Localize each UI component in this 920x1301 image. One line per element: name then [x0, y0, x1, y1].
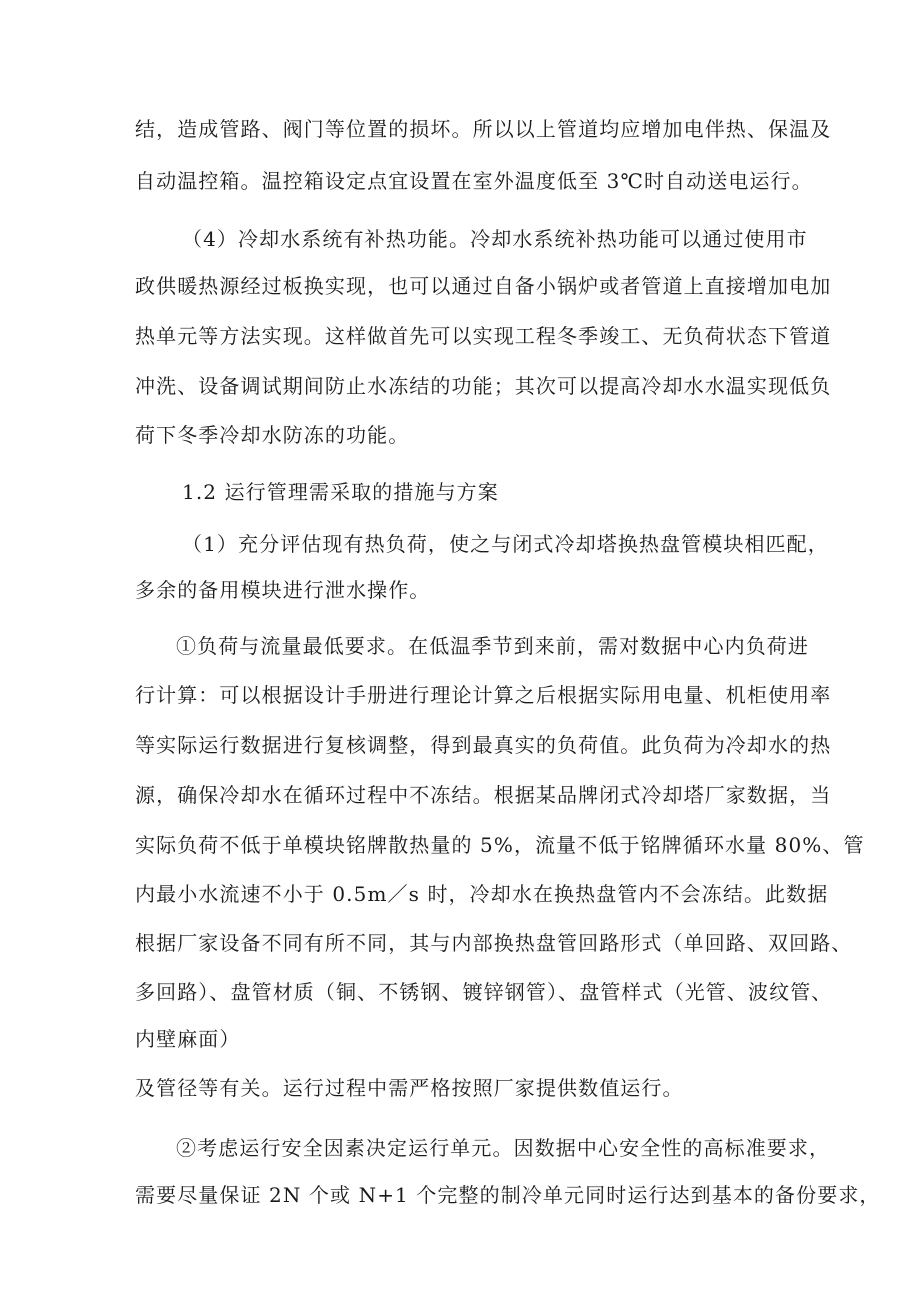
paragraph-4-line-9: 内壁麻面）	[135, 1027, 241, 1051]
paragraph-2-line-4: 冲洗、设备调试期间防止水冻结的功能；其次可以提高冷却水水温实现低负	[135, 374, 832, 398]
paragraph-5-line-1: ②考虑运行安全因素决定运行单元。因数据中心安全性的高标准要求，	[176, 1136, 831, 1160]
paragraph-3-line-2: 多余的备用模块进行泄水操作。	[135, 578, 431, 602]
paragraph-4-line-6: 内最小水流速不小于 0.5m／s 时，冷却水在换热盘管内不会冻结。此数据	[135, 882, 829, 906]
paragraph-4-line-8: 多回路）、盘管材质（铜、不锈钢、镀锌钢管）、盘管样式（光管、波纹管、	[135, 980, 833, 1004]
paragraph-4-line-5: 实际负荷不低于单模块铭牌散热量的 5%，流量不低于铭牌循环水量 80%、管	[135, 833, 865, 857]
paragraph-4-line-4: 源，确保冷却水在循环过程中不冻结。根据某品牌闭式冷却塔厂家数据，当	[135, 783, 832, 807]
paragraph-5-line-2: 需要尽量保证 2N 个或 N+1 个完整的制冷单元同时运行达到基本的备份要求，	[135, 1183, 881, 1207]
paragraph-3-line-1: （1）充分评估现有热负荷，使之与闭式冷却塔换热盘管模块相匹配，	[182, 532, 829, 556]
paragraph-2-line-1: （4）冷却水系统有补热功能。冷却水系统补热功能可以通过使用市	[182, 227, 808, 251]
paragraph-4-line-7: 根据厂家设备不同有所不同，其与内部换热盘管回路形式（单回路、双回路、	[135, 931, 853, 955]
paragraph-4-line-2: 行计算：可以根据设计手册进行理论计算之后根据实际用电量、机柜使用率	[135, 683, 832, 707]
paragraph-4-line-10: 及管径等有关。运行过程中需严格按照厂家提供数值运行。	[135, 1076, 684, 1100]
paragraph-1-line-2: 自动温控箱。温控箱设定点宜设置在室外温度低至 3℃时自动送电运行。	[135, 169, 813, 193]
paragraph-2-line-3: 热单元等方法实现。这样做首先可以实现工程冬季竣工、无负荷状态下管道	[135, 324, 832, 348]
paragraph-2-line-5: 荷下冬季冷却水防冻的功能。	[135, 423, 410, 447]
paragraph-4-line-3: 等实际运行数据进行复核调整，得到最真实的负荷值。此负荷为冷却水的热	[135, 733, 832, 757]
section-heading-1-2: 1.2 运行管理需采取的措施与方案	[182, 480, 499, 504]
paragraph-2-line-2: 政供暖热源经过板换实现，也可以通过自备小锅炉或者管道上直接增加电加	[135, 274, 832, 298]
paragraph-1-line-1: 结，造成管路、阀门等位置的损坏。所以以上管道均应增加电伴热、保温及	[135, 117, 832, 141]
paragraph-4-line-1: ①负荷与流量最低要求。在低温季节到来前，需对数据中心内负荷进	[176, 634, 809, 658]
